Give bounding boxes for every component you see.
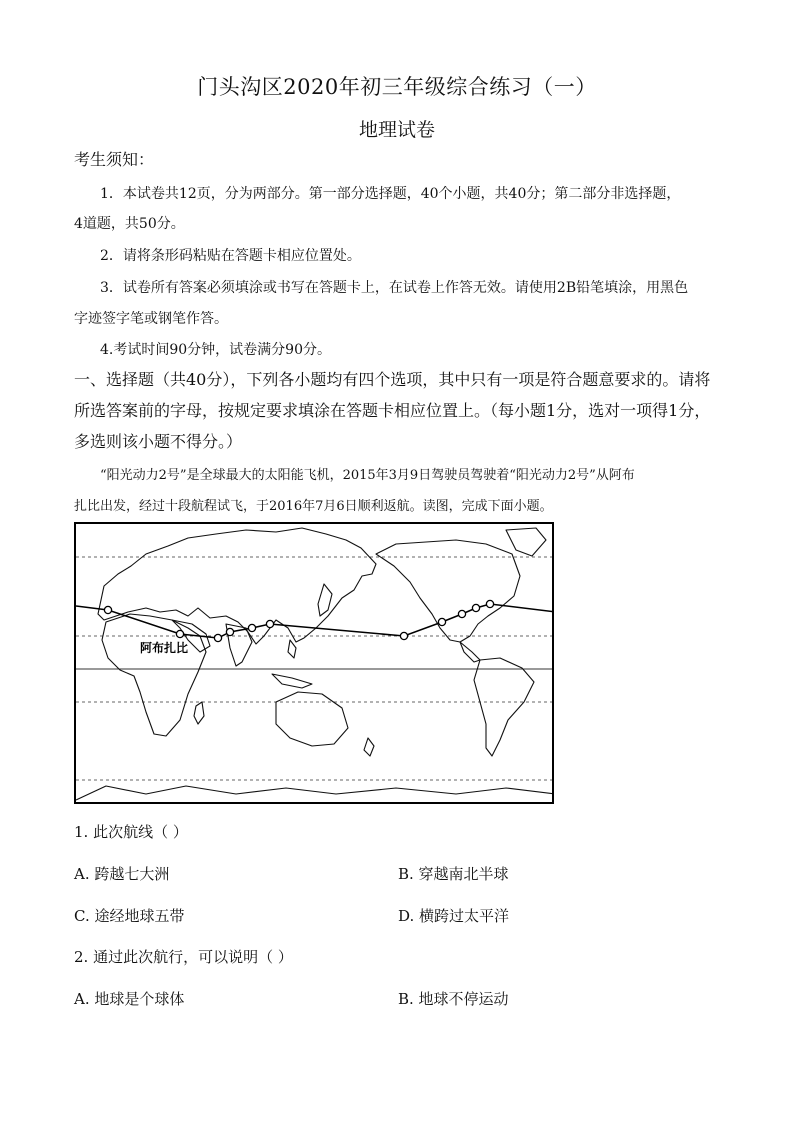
north-america-outline [376,540,520,642]
route-stop [226,628,233,635]
australia-outline [276,692,348,746]
option-b: B. 地球不停运动 [398,990,509,1008]
map-label-abu-dhabi: 阿布扎比 [140,641,189,655]
notice-item: 4.考试时间90分钟，试卷满分90分。 [100,342,331,358]
africa-outline [102,614,206,736]
question-stem: 1. 此次航线（ ） [74,823,188,841]
route-stop [458,610,465,617]
option-c: C. 途经地球五带 [74,907,185,925]
option-a: A. 地球是个球体 [74,990,185,1008]
question-stem: 2. 通过此次航行，可以说明（ ） [74,948,293,966]
philippines-outline [288,640,296,658]
antarctica-outline [76,786,554,800]
route-stop [104,606,111,613]
route-stop [266,620,273,627]
passage-line: 扎比出发，经过十段航程试飞，于2016年7月6日顺利返航。读图，完成下面小题。 [74,499,553,514]
section-instruction-line: 所选答案前的字母，按规定要求填涂在答题卡相应位置上。（每小题1分，选对一项得1分， [74,401,711,420]
notice-item: 4道题，共50分。 [74,216,185,232]
route-stop [214,634,221,641]
world-map [74,522,554,804]
route-stop [438,618,445,625]
option-b: B. 穿越南北半球 [398,865,509,883]
route-stop [400,632,407,639]
passage-line: “阳光动力2号”是全球最大的太阳能飞机，2015年3月9日驾驶员驾驶着“阳光动力2号”从阿布 [100,468,635,483]
route-stop [248,624,255,631]
page-subtitle: 地理试卷 [358,119,435,141]
south-america-outline [474,658,534,756]
indonesia-outline [272,674,312,688]
notice-heading: 考生须知： [74,150,155,169]
route-stop [472,604,479,611]
central-america-outline [460,642,480,662]
option-a: A. 跨越七大洲 [74,865,170,883]
new-zealand-outline [364,738,374,756]
notice-item: 2．请将条形码粘贴在答题卡相应位置处。 [100,248,361,264]
greenland-outline [506,528,546,556]
route-stop [176,630,183,637]
option-d: D. 横跨过太平洋 [398,907,510,925]
route-stop [486,600,493,607]
page-title: 门头沟区2020年初三年级综合练习（一） [197,75,597,99]
notice-item: 字迹签字笔或钢笔作答。 [74,311,228,327]
section-instruction-line: 一、选择题（共40分），下列各小题均有四个选项，其中只有一项是符合题意要求的。请将 [74,370,711,389]
notice-item: 1．本试卷共12页，分为两部分。第一部分选择题，40个小题，共40分；第二部分非选择题， [100,186,681,202]
japan-outline [318,584,332,616]
route-map-svg [76,524,554,804]
section-instruction-line: 多选则该小题不得分。） [74,432,243,451]
madagascar-outline [194,702,204,724]
notice-item: 3．试卷所有答案必须填涂或书写在答题卡上，在试卷上作答无效。请使用2B铅笔填涂，用黑色 [100,280,689,296]
